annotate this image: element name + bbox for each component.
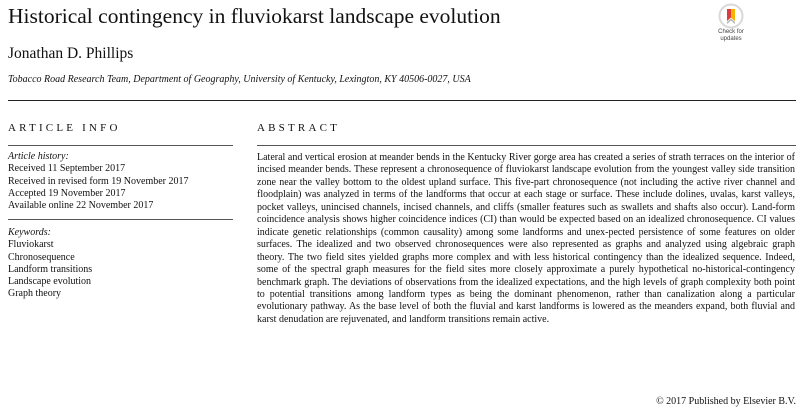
- history-label: Article history:: [8, 151, 69, 162]
- history-received: Received 11 September 2017: [8, 163, 126, 175]
- article-history: [8, 151, 189, 212]
- keyword-item: Landscape evolution: [8, 276, 92, 288]
- abstract-heading: ABSTRACT: [257, 122, 341, 134]
- author-affiliation: Tobacco Road Research Team, Department of Geography, University of Kentucky, Lexington, KY 40506-0027, USA: [8, 74, 471, 85]
- header-divider: [8, 100, 796, 101]
- keyword-item: Fluviokarst: [8, 239, 54, 251]
- abstract-divider: [257, 145, 796, 146]
- keyword-item: Graph theory: [8, 288, 62, 300]
- article-info-divider: [8, 145, 233, 146]
- check-updates-icon: [718, 3, 744, 29]
- history-accepted: Accepted 19 November 2017: [8, 187, 126, 199]
- history-online: Available online 22 November 2017: [8, 200, 154, 212]
- author-name: Jonathan D. Phillips: [8, 45, 134, 62]
- abstract-text: Lateral and vertical erosion at meander bends in the Kentucky River gorge area has created a series of strath terraces on the interior of incised meander bends. These represent a chronosequence of fluviokarst landscape evolution from the youngest valley side transition zone near the valley bottom to the oldest upland surface. This five-part chronosequence (not including the active river channel and floodplain) was analyzed in terms of the landforms that occur at each stage or surface. These include dolines, uvalas, karst valleys, pocket valleys, unincised channels, incised channels, and cliffs (smaller features such as swallets and shafts also occur). Land-form coincidence analysis shows higher coincidence indices (CI) than would be expected based on an idealized chronosequence. CI values indicate genetic relationships (common causality) among some landforms and unex-pected persistence of some features on older surfaces. The idealized and two observed chronosequences were also represented as graphs and analyzed using algebraic graph theory. The two field sites yielded graphs more complex and with less historical contingency than the idealized sequence. Indeed, some of the spectral graph measures for the field sites more closely approximate a purely hypothetical no-historical-contingency benchmark graph. The deviations of observations from the idealized expectations, and the high levels of graph complexity both point to potential transitions among landform types as being the dominant phenomenon, rather than canalization along a particular evolutionary pathway. As the base level of both the fluvial and karst landforms is lowered as the meanders expand, both fluvial and karst denudation are rejuvenated, and landform transitions remain active.: [257, 152, 795, 325]
- keywords-label: Keywords:: [8, 227, 51, 238]
- check-for-updates-badge[interactable]: [709, 3, 753, 47]
- check-updates-label: Check for updates: [718, 29, 744, 42]
- keywords-block: [8, 227, 92, 301]
- article-title: Historical contingency in fluviokarst landscape evolution: [8, 4, 501, 28]
- history-revised: Received in revised form 19 November 2017: [8, 175, 189, 187]
- keyword-item: Chronosequence: [8, 251, 75, 263]
- article-info-heading: ARTICLE INFO: [8, 122, 121, 134]
- keyword-item: Landform transitions: [8, 263, 93, 275]
- copyright-notice: © 2017 Published by Elsevier B.V.: [656, 396, 796, 407]
- info-inner-divider: [8, 219, 233, 220]
